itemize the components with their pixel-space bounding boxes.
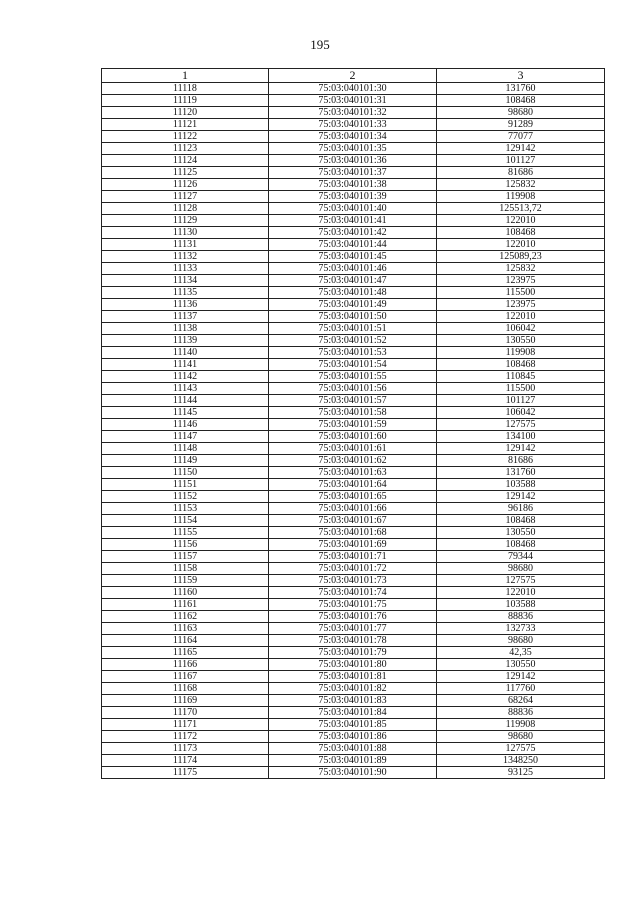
value-cell: 88836 xyxy=(437,611,605,623)
column-header-3: 3 xyxy=(437,69,605,83)
value-cell: 93125 xyxy=(437,767,605,779)
table-row xyxy=(102,359,605,371)
value-cell: 68264 xyxy=(437,695,605,707)
table-row xyxy=(102,575,605,587)
row-number-cell: 11148 xyxy=(102,443,269,455)
value-cell: 122010 xyxy=(437,215,605,227)
row-number-cell: 11129 xyxy=(102,215,269,227)
row-number-cell: 11152 xyxy=(102,491,269,503)
value-cell: 119908 xyxy=(437,719,605,731)
value-cell: 108468 xyxy=(437,227,605,239)
value-cell: 125832 xyxy=(437,179,605,191)
table-row xyxy=(102,191,605,203)
row-number-cell: 11143 xyxy=(102,383,269,395)
row-number-cell: 11158 xyxy=(102,563,269,575)
cadastral-number-cell: 75:03:040101:46 xyxy=(269,263,437,275)
table-row xyxy=(102,95,605,107)
cadastral-number-cell: 75:03:040101:86 xyxy=(269,731,437,743)
row-number-cell: 11167 xyxy=(102,671,269,683)
table-row xyxy=(102,143,605,155)
row-number-cell: 11156 xyxy=(102,539,269,551)
column-header-2: 2 xyxy=(269,69,437,83)
row-number-cell: 11122 xyxy=(102,131,269,143)
cadastral-number-cell: 75:03:040101:56 xyxy=(269,383,437,395)
row-number-cell: 11146 xyxy=(102,419,269,431)
row-number-cell: 11136 xyxy=(102,299,269,311)
value-cell: 115500 xyxy=(437,287,605,299)
row-number-cell: 11154 xyxy=(102,515,269,527)
cadastral-number-cell: 75:03:040101:58 xyxy=(269,407,437,419)
table-row xyxy=(102,335,605,347)
value-cell: 130550 xyxy=(437,527,605,539)
table-row xyxy=(102,203,605,215)
table-row xyxy=(102,167,605,179)
cadastral-number-cell: 75:03:040101:45 xyxy=(269,251,437,263)
row-number-cell: 11147 xyxy=(102,431,269,443)
cadastral-number-cell: 75:03:040101:55 xyxy=(269,371,437,383)
table-row xyxy=(102,239,605,251)
cadastral-number-cell: 75:03:040101:64 xyxy=(269,479,437,491)
row-number-cell: 11164 xyxy=(102,635,269,647)
value-cell: 108468 xyxy=(437,95,605,107)
value-cell: 117760 xyxy=(437,683,605,695)
table-row xyxy=(102,731,605,743)
cadastral-number-cell: 75:03:040101:35 xyxy=(269,143,437,155)
value-cell: 134100 xyxy=(437,431,605,443)
value-cell: 115500 xyxy=(437,383,605,395)
row-number-cell: 11133 xyxy=(102,263,269,275)
row-number-cell: 11170 xyxy=(102,707,269,719)
cadastral-number-cell: 75:03:040101:37 xyxy=(269,167,437,179)
table-row xyxy=(102,623,605,635)
cadastral-number-cell: 75:03:040101:85 xyxy=(269,719,437,731)
table-row xyxy=(102,671,605,683)
row-number-cell: 11161 xyxy=(102,599,269,611)
cadastral-number-cell: 75:03:040101:42 xyxy=(269,227,437,239)
value-cell: 122010 xyxy=(437,311,605,323)
value-cell: 129142 xyxy=(437,491,605,503)
value-cell: 127575 xyxy=(437,419,605,431)
row-number-cell: 11153 xyxy=(102,503,269,515)
cadastral-number-cell: 75:03:040101:39 xyxy=(269,191,437,203)
table-row xyxy=(102,647,605,659)
cadastral-number-cell: 75:03:040101:44 xyxy=(269,239,437,251)
row-number-cell: 11171 xyxy=(102,719,269,731)
value-cell: 98680 xyxy=(437,731,605,743)
value-cell: 101127 xyxy=(437,155,605,167)
table-row xyxy=(102,503,605,515)
table-row xyxy=(102,419,605,431)
cadastral-number-cell: 75:03:040101:50 xyxy=(269,311,437,323)
row-number-cell: 11119 xyxy=(102,95,269,107)
table-row xyxy=(102,155,605,167)
cadastral-number-cell: 75:03:040101:51 xyxy=(269,323,437,335)
cadastral-number-cell: 75:03:040101:62 xyxy=(269,455,437,467)
header-row xyxy=(102,69,605,83)
value-cell: 42,35 xyxy=(437,647,605,659)
table-row xyxy=(102,563,605,575)
row-number-cell: 11124 xyxy=(102,155,269,167)
row-number-cell: 11175 xyxy=(102,767,269,779)
table-row xyxy=(102,467,605,479)
value-cell: 96186 xyxy=(437,503,605,515)
row-number-cell: 11160 xyxy=(102,587,269,599)
row-number-cell: 11137 xyxy=(102,311,269,323)
cadastral-number-cell: 75:03:040101:81 xyxy=(269,671,437,683)
cadastral-number-cell: 75:03:040101:67 xyxy=(269,515,437,527)
row-number-cell: 11145 xyxy=(102,407,269,419)
table-row xyxy=(102,587,605,599)
table-row xyxy=(102,455,605,467)
table-row xyxy=(102,107,605,119)
row-number-cell: 11155 xyxy=(102,527,269,539)
table-row xyxy=(102,383,605,395)
value-cell: 123975 xyxy=(437,299,605,311)
row-number-cell: 11162 xyxy=(102,611,269,623)
cadastral-number-cell: 75:03:040101:82 xyxy=(269,683,437,695)
row-number-cell: 11163 xyxy=(102,623,269,635)
table-row xyxy=(102,83,605,95)
column-header-1: 1 xyxy=(102,69,269,83)
table-row xyxy=(102,491,605,503)
row-number-cell: 11128 xyxy=(102,203,269,215)
table-row xyxy=(102,659,605,671)
row-number-cell: 11149 xyxy=(102,455,269,467)
table-header xyxy=(102,69,605,83)
cadastral-number-cell: 75:03:040101:72 xyxy=(269,563,437,575)
row-number-cell: 11165 xyxy=(102,647,269,659)
cadastral-number-cell: 75:03:040101:32 xyxy=(269,107,437,119)
table-row xyxy=(102,719,605,731)
row-number-cell: 11172 xyxy=(102,731,269,743)
cadastral-number-cell: 75:03:040101:69 xyxy=(269,539,437,551)
table-row xyxy=(102,287,605,299)
table-row xyxy=(102,215,605,227)
cadastral-number-cell: 75:03:040101:49 xyxy=(269,299,437,311)
value-cell: 132733 xyxy=(437,623,605,635)
cadastral-number-cell: 75:03:040101:59 xyxy=(269,419,437,431)
value-cell: 122010 xyxy=(437,587,605,599)
table-row xyxy=(102,407,605,419)
row-number-cell: 11174 xyxy=(102,755,269,767)
value-cell: 98680 xyxy=(437,635,605,647)
cadastral-number-cell: 75:03:040101:90 xyxy=(269,767,437,779)
table-row xyxy=(102,347,605,359)
value-cell: 129142 xyxy=(437,443,605,455)
table-row xyxy=(102,275,605,287)
cadastral-number-cell: 75:03:040101:57 xyxy=(269,395,437,407)
value-cell: 103588 xyxy=(437,479,605,491)
row-number-cell: 11144 xyxy=(102,395,269,407)
cadastral-number-cell: 75:03:040101:66 xyxy=(269,503,437,515)
table-row xyxy=(102,263,605,275)
table-row xyxy=(102,611,605,623)
row-number-cell: 11131 xyxy=(102,239,269,251)
cadastral-number-cell: 75:03:040101:48 xyxy=(269,287,437,299)
cadastral-number-cell: 75:03:040101:60 xyxy=(269,431,437,443)
row-number-cell: 11120 xyxy=(102,107,269,119)
row-number-cell: 11169 xyxy=(102,695,269,707)
row-number-cell: 11168 xyxy=(102,683,269,695)
value-cell: 81686 xyxy=(437,167,605,179)
value-cell: 106042 xyxy=(437,323,605,335)
value-cell: 125089,23 xyxy=(437,251,605,263)
row-number-cell: 11157 xyxy=(102,551,269,563)
table-row xyxy=(102,599,605,611)
table-row xyxy=(102,119,605,131)
cadastral-number-cell: 75:03:040101:36 xyxy=(269,155,437,167)
cadastral-number-cell: 75:03:040101:47 xyxy=(269,275,437,287)
value-cell: 91289 xyxy=(437,119,605,131)
row-number-cell: 11126 xyxy=(102,179,269,191)
table-row xyxy=(102,743,605,755)
row-number-cell: 11138 xyxy=(102,323,269,335)
table-row xyxy=(102,551,605,563)
cadastral-number-cell: 75:03:040101:80 xyxy=(269,659,437,671)
value-cell: 129142 xyxy=(437,671,605,683)
value-cell: 130550 xyxy=(437,659,605,671)
cadastral-number-cell: 75:03:040101:84 xyxy=(269,707,437,719)
table-row xyxy=(102,755,605,767)
value-cell: 125832 xyxy=(437,263,605,275)
value-cell: 129142 xyxy=(437,143,605,155)
table-row xyxy=(102,707,605,719)
value-cell: 88836 xyxy=(437,707,605,719)
row-number-cell: 11151 xyxy=(102,479,269,491)
cadastral-number-cell: 75:03:040101:38 xyxy=(269,179,437,191)
cadastral-number-cell: 75:03:040101:65 xyxy=(269,491,437,503)
row-number-cell: 11135 xyxy=(102,287,269,299)
value-cell: 122010 xyxy=(437,239,605,251)
cadastral-number-cell: 75:03:040101:88 xyxy=(269,743,437,755)
cadastral-number-cell: 75:03:040101:89 xyxy=(269,755,437,767)
value-cell: 77077 xyxy=(437,131,605,143)
cadastral-number-cell: 75:03:040101:33 xyxy=(269,119,437,131)
table-row xyxy=(102,443,605,455)
row-number-cell: 11125 xyxy=(102,167,269,179)
cadastral-number-cell: 75:03:040101:77 xyxy=(269,623,437,635)
cadastral-number-cell: 75:03:040101:31 xyxy=(269,95,437,107)
table-row xyxy=(102,767,605,779)
table-row xyxy=(102,479,605,491)
value-cell: 119908 xyxy=(437,191,605,203)
cadastral-number-cell: 75:03:040101:75 xyxy=(269,599,437,611)
row-number-cell: 11127 xyxy=(102,191,269,203)
cadastral-number-cell: 75:03:040101:73 xyxy=(269,575,437,587)
cadastral-number-cell: 75:03:040101:74 xyxy=(269,587,437,599)
value-cell: 81686 xyxy=(437,455,605,467)
table-row xyxy=(102,431,605,443)
cadastral-number-cell: 75:03:040101:34 xyxy=(269,131,437,143)
cadastral-number-cell: 75:03:040101:63 xyxy=(269,467,437,479)
row-number-cell: 11141 xyxy=(102,359,269,371)
value-cell: 127575 xyxy=(437,743,605,755)
row-number-cell: 11150 xyxy=(102,467,269,479)
value-cell: 119908 xyxy=(437,347,605,359)
value-cell: 103588 xyxy=(437,599,605,611)
cadastral-number-cell: 75:03:040101:41 xyxy=(269,215,437,227)
row-number-cell: 11123 xyxy=(102,143,269,155)
value-cell: 108468 xyxy=(437,515,605,527)
page-number: 195 xyxy=(310,37,330,52)
table-row xyxy=(102,527,605,539)
cadastral-number-cell: 75:03:040101:52 xyxy=(269,335,437,347)
value-cell: 98680 xyxy=(437,563,605,575)
value-cell: 1348250 xyxy=(437,755,605,767)
value-cell: 125513,72 xyxy=(437,203,605,215)
table-row xyxy=(102,683,605,695)
table-row xyxy=(102,227,605,239)
cadastral-number-cell: 75:03:040101:68 xyxy=(269,527,437,539)
value-cell: 108468 xyxy=(437,359,605,371)
table-row xyxy=(102,539,605,551)
table-row xyxy=(102,635,605,647)
table-row xyxy=(102,179,605,191)
table-row xyxy=(102,131,605,143)
row-number-cell: 11134 xyxy=(102,275,269,287)
row-number-cell: 11118 xyxy=(102,83,269,95)
value-cell: 131760 xyxy=(437,467,605,479)
table-row xyxy=(102,395,605,407)
value-cell: 101127 xyxy=(437,395,605,407)
table-row xyxy=(102,371,605,383)
table-row xyxy=(102,311,605,323)
value-cell: 130550 xyxy=(437,335,605,347)
cadastral-number-cell: 75:03:040101:79 xyxy=(269,647,437,659)
value-cell: 98680 xyxy=(437,107,605,119)
table-row xyxy=(102,323,605,335)
cadastral-number-cell: 75:03:040101:53 xyxy=(269,347,437,359)
cadastral-number-cell: 75:03:040101:61 xyxy=(269,443,437,455)
value-cell: 110845 xyxy=(437,371,605,383)
table-body xyxy=(102,83,605,779)
value-cell: 123975 xyxy=(437,275,605,287)
cadastral-number-cell: 75:03:040101:83 xyxy=(269,695,437,707)
value-cell: 79344 xyxy=(437,551,605,563)
value-cell: 131760 xyxy=(437,83,605,95)
row-number-cell: 11121 xyxy=(102,119,269,131)
data-table xyxy=(101,68,605,779)
value-cell: 108468 xyxy=(437,539,605,551)
row-number-cell: 11159 xyxy=(102,575,269,587)
cadastral-number-cell: 75:03:040101:30 xyxy=(269,83,437,95)
cadastral-number-cell: 75:03:040101:71 xyxy=(269,551,437,563)
row-number-cell: 11140 xyxy=(102,347,269,359)
cadastral-number-cell: 75:03:040101:40 xyxy=(269,203,437,215)
row-number-cell: 11173 xyxy=(102,743,269,755)
table-row xyxy=(102,515,605,527)
table-row xyxy=(102,251,605,263)
table-row xyxy=(102,695,605,707)
row-number-cell: 11132 xyxy=(102,251,269,263)
row-number-cell: 11130 xyxy=(102,227,269,239)
table-row xyxy=(102,299,605,311)
value-cell: 127575 xyxy=(437,575,605,587)
row-number-cell: 11139 xyxy=(102,335,269,347)
cadastral-number-cell: 75:03:040101:78 xyxy=(269,635,437,647)
row-number-cell: 11166 xyxy=(102,659,269,671)
value-cell: 106042 xyxy=(437,407,605,419)
row-number-cell: 11142 xyxy=(102,371,269,383)
cadastral-number-cell: 75:03:040101:76 xyxy=(269,611,437,623)
cadastral-number-cell: 75:03:040101:54 xyxy=(269,359,437,371)
